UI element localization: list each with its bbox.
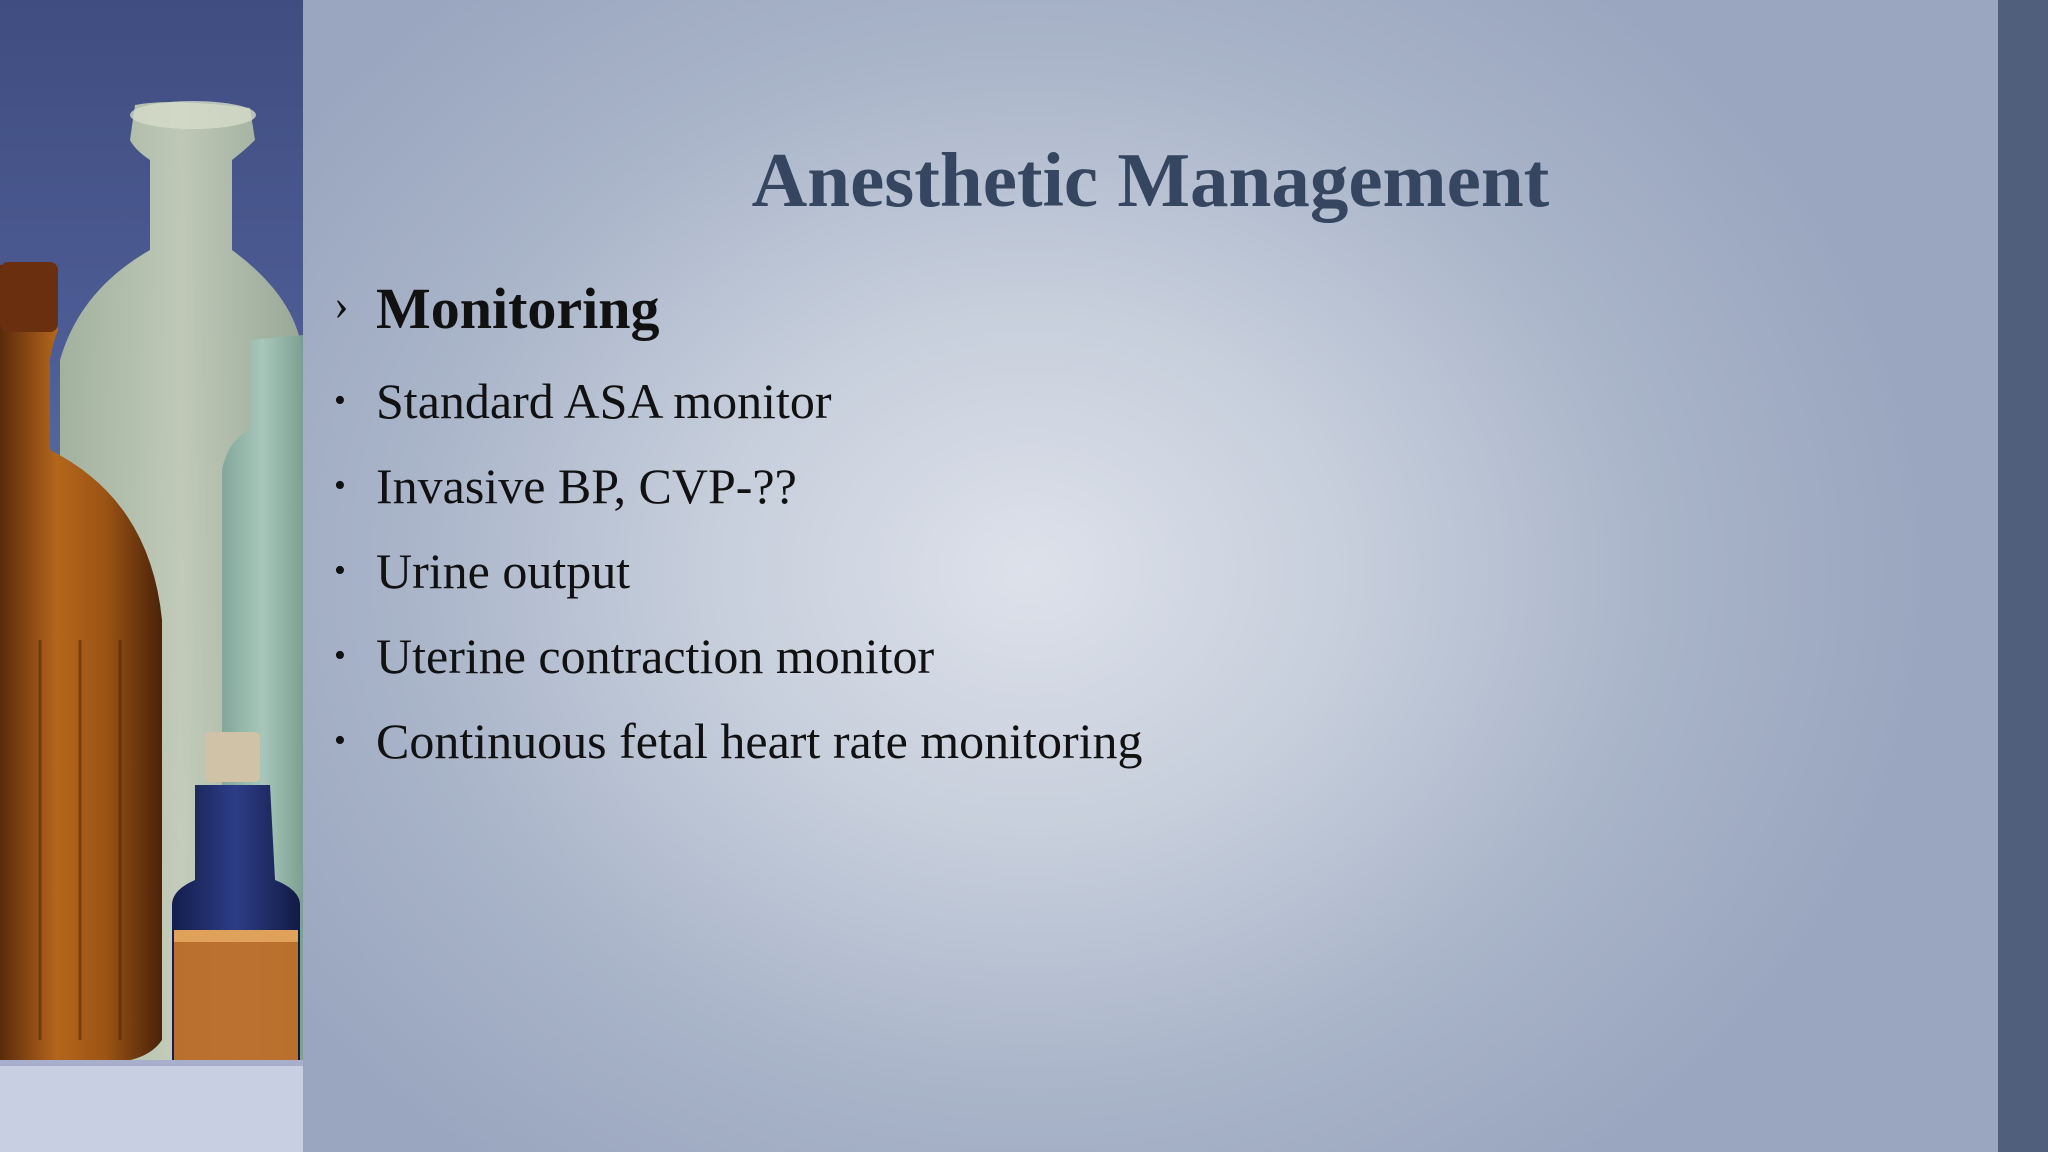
slide-title: Anesthetic Management	[751, 137, 1550, 223]
bullet-icon: •	[334, 381, 346, 419]
list-item	[334, 698, 1834, 783]
bullet-text: Invasive BP, CVP-??	[376, 457, 797, 514]
bullet-list	[334, 358, 1834, 783]
chevron-right-icon: ›	[334, 280, 349, 329]
section-heading-text: Monitoring	[376, 275, 660, 341]
bullet-icon: •	[334, 466, 346, 504]
section-heading	[334, 270, 1834, 346]
list-item	[334, 358, 1834, 443]
list-item	[334, 613, 1834, 698]
bullet-text: Urine output	[376, 542, 631, 599]
bullet-text: Standard ASA monitor	[376, 372, 832, 429]
medicine-bottles-photo	[0, 0, 303, 1152]
list-item	[334, 528, 1834, 613]
right-accent-band	[1998, 0, 2048, 1152]
bullet-icon: •	[334, 721, 346, 759]
bullet-icon: •	[334, 551, 346, 589]
list-item	[334, 443, 1834, 528]
bullet-text: Uterine contraction monitor	[376, 627, 935, 684]
bullet-icon: •	[334, 636, 346, 674]
bullet-text: Continuous fetal heart rate monitoring	[376, 712, 1143, 769]
slide-content	[334, 270, 1834, 783]
